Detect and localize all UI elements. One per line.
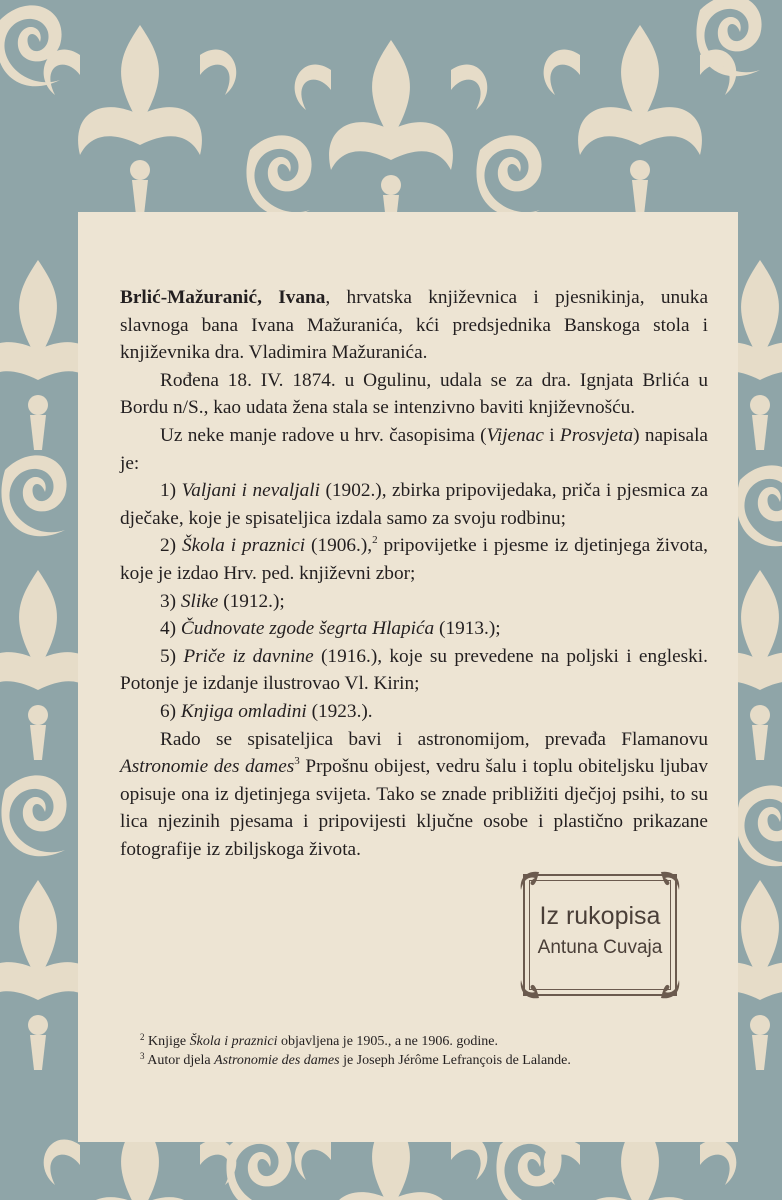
paragraph-astronomy: Rado se spisateljica bavi i astronomijom, prevađa Flamanovu Astronomie des dames$^3$ Prpošnu obijest, vedru šalu i toplu obiteljsku ljubav opisuje ona iz djetinjega svijeta. Tako se znade približiti dječjoj psihi, to su lica njezinih pjesama i pripovijesti ključne osobe i plastično prikazane fotografije iz zbiljskoga života. xyxy=(120,728,708,860)
work-item: 6) Knjiga omladini (1923.). xyxy=(160,700,373,722)
corner-ornament-icon xyxy=(517,868,543,894)
manuscript-stamp xyxy=(523,874,677,996)
footnote: $^2$ Knjige Škola i praznici objavljena je 1905., a ne 1906. godine. xyxy=(140,1032,498,1049)
entry-text xyxy=(120,284,708,863)
text-panel xyxy=(78,212,738,1142)
footnote: $^3$ Autor djela Astronomie des dames je Joseph Jérôme Lefrançois de Lalande. xyxy=(140,1051,571,1068)
work-item: 4) Čudnovate zgode šegrta Hlapića (1913.); xyxy=(160,618,501,640)
corner-ornament-icon xyxy=(657,976,683,1002)
work-item: 3) Slike (1912.); xyxy=(160,590,285,612)
stamp-line-1: Iz rukopisa xyxy=(539,902,661,930)
footnotes xyxy=(140,1032,720,1070)
work-item: 5) Priče iz davnine (1916.), koje su prevedene na poljski i engleski. Potonje je izdanje ilustrovao Vl. Kirin; xyxy=(120,645,708,695)
paragraph-works-intro: Uz neke manje radove u hrv. časopisima (Vijenac i Prosvjeta) napisala je: xyxy=(120,424,708,474)
paragraph-birth: Rođena 18. IV. 1874. u Ogulinu, udala se za dra. Ignjata Brlića u Bordu n/S., kao udata žena stala se intenzivno baviti književnošću. xyxy=(120,369,708,419)
work-item: 2) Škola i praznici (1906.),$^2$ pripovijetke i pjesme iz djetinjega života, koje je izdao Hrv. ped. književni zbor; xyxy=(120,534,708,584)
stamp-line-2: Antuna Cuvaja xyxy=(537,937,663,958)
corner-ornament-icon xyxy=(657,868,683,894)
entry-name: Brlić-Mažuranić, Ivana xyxy=(120,287,326,308)
corner-ornament-icon xyxy=(517,976,543,1002)
work-item: 1) Valjani i nevaljali (1902.), zbirka pripovijedaka, priča i pjesmica za dječake, koje je spisateljica izdala samo za svoju rodbinu; xyxy=(120,480,708,529)
paragraph-intro: Brlić-Mažuranić, Ivana, hrvatska književnica i pjesnikinja, unuka slavnoga bana Ivana Mažuranića, kći predsjednika Banskoga stola i književnika dra. Vladimira Mažuranića. xyxy=(120,287,709,364)
